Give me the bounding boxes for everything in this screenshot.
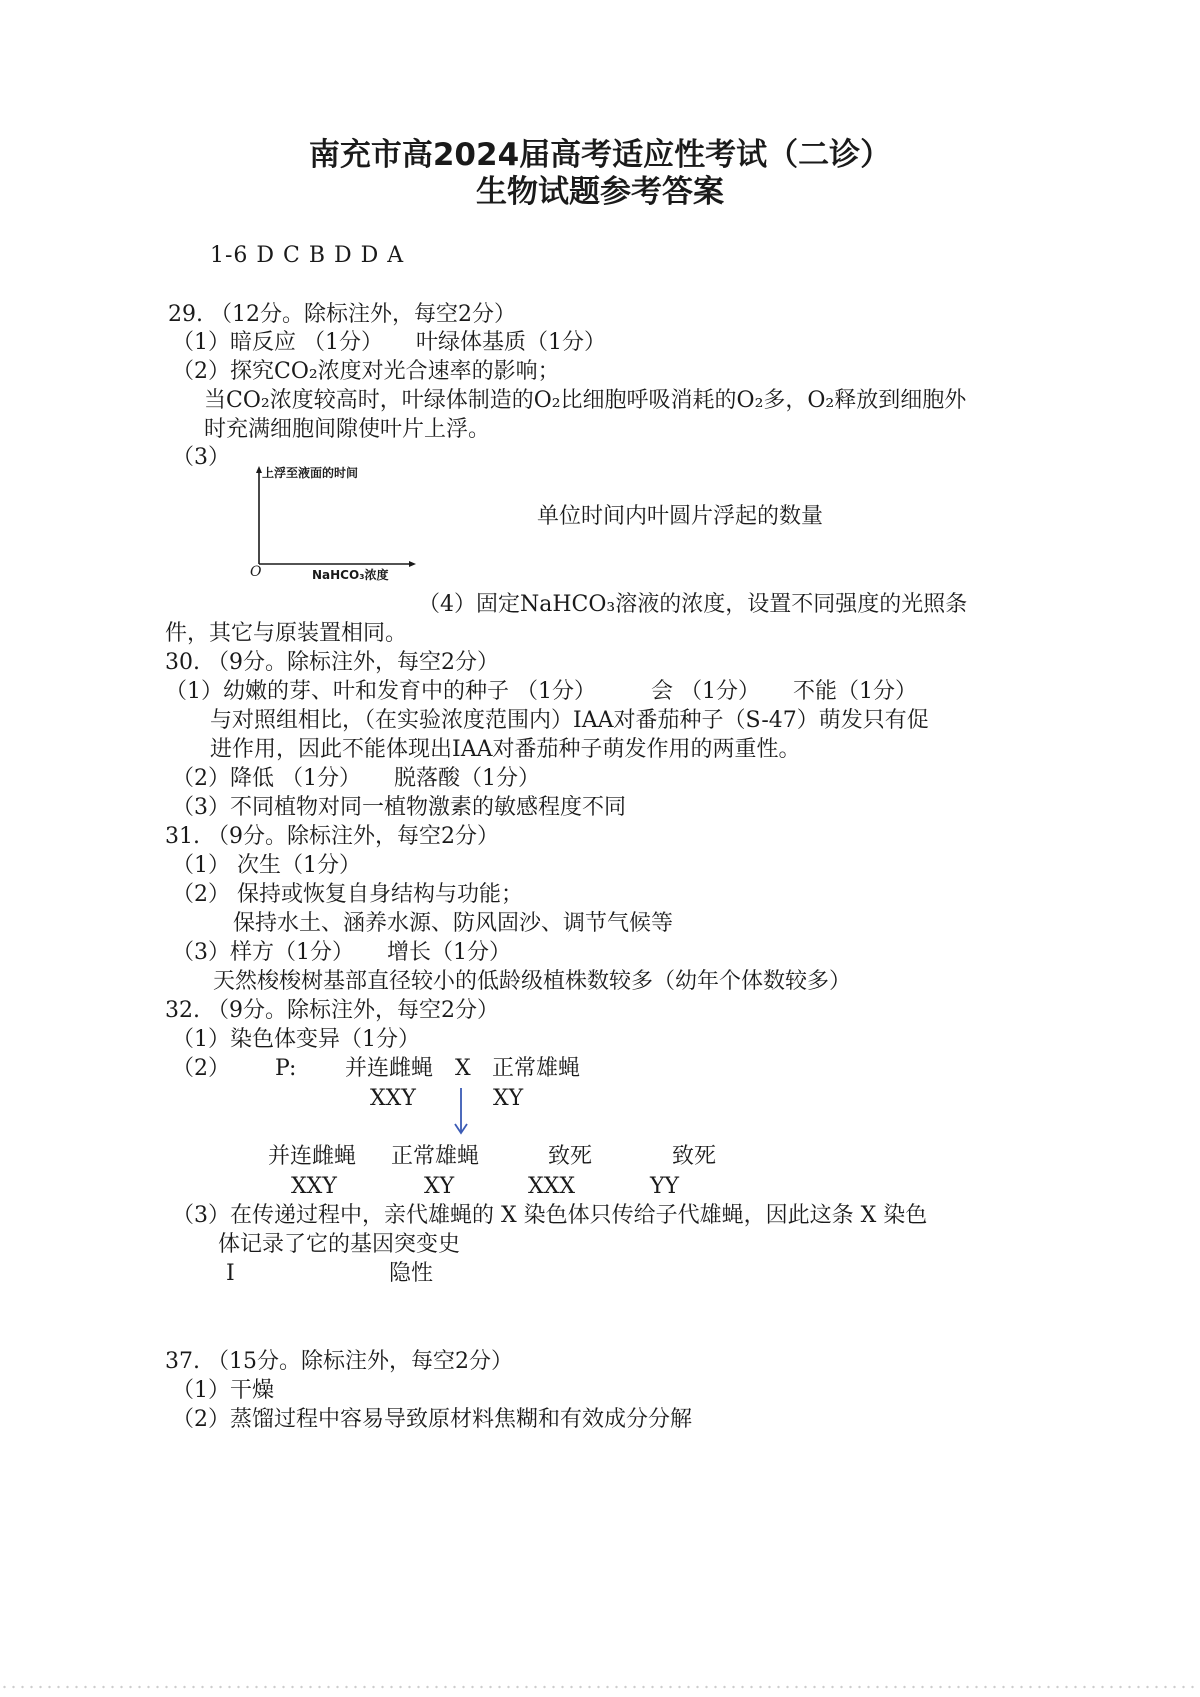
q32-answer-3-roman: Ⅰ — [226, 1261, 235, 1286]
graph-y-label: 上浮至液面的时间 — [262, 466, 359, 480]
scan-edge-noise — [0, 1683, 1200, 1691]
q31-heading: 31. （9分。除标注外，每空2分） — [165, 824, 499, 849]
q29-answer-3-label: （3） — [172, 445, 230, 470]
q30-answer-1-line2: 与对照组相比，（在实验浓度范围内）IAA对番茄种子（S-47）萌发只有促 — [210, 708, 929, 733]
graph-x-label: NaHCO₃浓度 — [312, 568, 389, 582]
offspring-1-genotype: XXY — [291, 1174, 337, 1199]
q31-answer-2-line2: 保持水土、涵养水源、防风固沙、调节气候等 — [233, 911, 674, 936]
q31-answer-3-line1: （3）样方（1分） 增长（1分） — [172, 940, 511, 965]
q29-answer-2-line3: 时充满细胞间隙使叶片上浮。 — [204, 417, 491, 442]
q29-answer-4-line1: （4）固定NaHCO₃溶液的浓度，设置不同强度的光照条 — [418, 592, 968, 617]
q29-heading: 29. （12分。除标注外，每空2分） — [168, 302, 516, 327]
q32-answer-1: （1）染色体变异（1分） — [172, 1027, 420, 1052]
cross-symbol: X — [455, 1056, 471, 1081]
offspring-2-phenotype: 正常雄蝇 — [391, 1144, 480, 1169]
q30-answer-2: （2）降低 （1分） 脱落酸（1分） — [172, 766, 540, 791]
cross-parent-male-genotype: XY — [493, 1086, 524, 1111]
cross-p-label: P: — [275, 1056, 297, 1081]
cross-parent-female: 并连雌蝇 — [345, 1056, 434, 1081]
cross-down-arrow-icon — [450, 1086, 472, 1138]
doc-subtitle: 生物试题参考答案 — [476, 174, 724, 210]
offspring-2-genotype: XY — [424, 1174, 455, 1199]
q30-answer-1-line1: （1）幼嫩的芽、叶和发育中的种子 （1分） 会 （1分） 不能（1分） — [165, 679, 917, 704]
offspring-1-phenotype: 并连雌蝇 — [268, 1144, 357, 1169]
offspring-3-phenotype: 致死 — [548, 1144, 593, 1169]
q30-heading: 30. （9分。除标注外，每空2分） — [165, 650, 499, 675]
q32-answer-3-line1: （3）在传递过程中，亲代雄蝇的 X 染色体只传给子代雄蝇，因此这条 X 染色 — [172, 1203, 928, 1228]
graph-origin-label: O — [250, 564, 262, 580]
offspring-4-phenotype: 致死 — [672, 1144, 717, 1169]
mc-answers: 1-6 D C B D D A — [210, 243, 405, 268]
q31-answer-2-line1: （2） 保持或恢复自身结构与功能； — [172, 882, 523, 907]
offspring-4-genotype: YY — [650, 1174, 680, 1199]
q29-answer-1: （1）暗反应 （1分） 叶绿体基质（1分） — [172, 330, 606, 355]
q37-answer-2: （2）蒸馏过程中容易导致原材料焦糊和有效成分分解 — [172, 1407, 692, 1432]
cross-parent-female-genotype: XXY — [370, 1086, 416, 1111]
doc-title: 南充市高2024届高考适应性考试（二诊） — [308, 137, 892, 173]
q29-answer-2-line2: 当CO₂浓度较高时，叶绿体制造的O₂比细胞呼吸消耗的O₂多，O₂释放到细胞外 — [204, 388, 967, 413]
q30-answer-3: （3）不同植物对同一植物激素的敏感程度不同 — [172, 795, 626, 820]
q31-answer-1: （1） 次生（1分） — [172, 853, 361, 878]
q31-answer-3-line2: 天然梭梭树基部直径较小的低龄级植株数较多（幼年个体数较多） — [213, 969, 852, 994]
q37-heading: 37. （15分。除标注外，每空2分） — [165, 1349, 513, 1374]
cross-parent-male: 正常雄蝇 — [492, 1056, 581, 1081]
q29-answer-4-line2: 件，其它与原装置相同。 — [165, 621, 408, 646]
q32-heading: 32. （9分。除标注外，每空2分） — [165, 998, 499, 1023]
q32-answer-3-line2: 体记录了它的基因突变史 — [218, 1232, 461, 1257]
offspring-3-genotype: XXX — [528, 1174, 575, 1199]
q29-answer-2-line1: （2）探究CO₂浓度对光合速率的影响； — [172, 359, 560, 384]
q30-answer-1-line3: 进作用，因此不能体现出IAA对番茄种子萌发作用的两重性。 — [210, 737, 801, 762]
q32-answer-3-recessive: 隐性 — [389, 1261, 434, 1286]
q32-answer-2-label: （2） — [172, 1056, 230, 1081]
q37-answer-1: （1）干燥 — [172, 1378, 274, 1403]
graph-x-arrow-icon — [409, 561, 416, 567]
q29-answer-3-alt: 单位时间内叶圆片浮起的数量 — [537, 504, 824, 529]
